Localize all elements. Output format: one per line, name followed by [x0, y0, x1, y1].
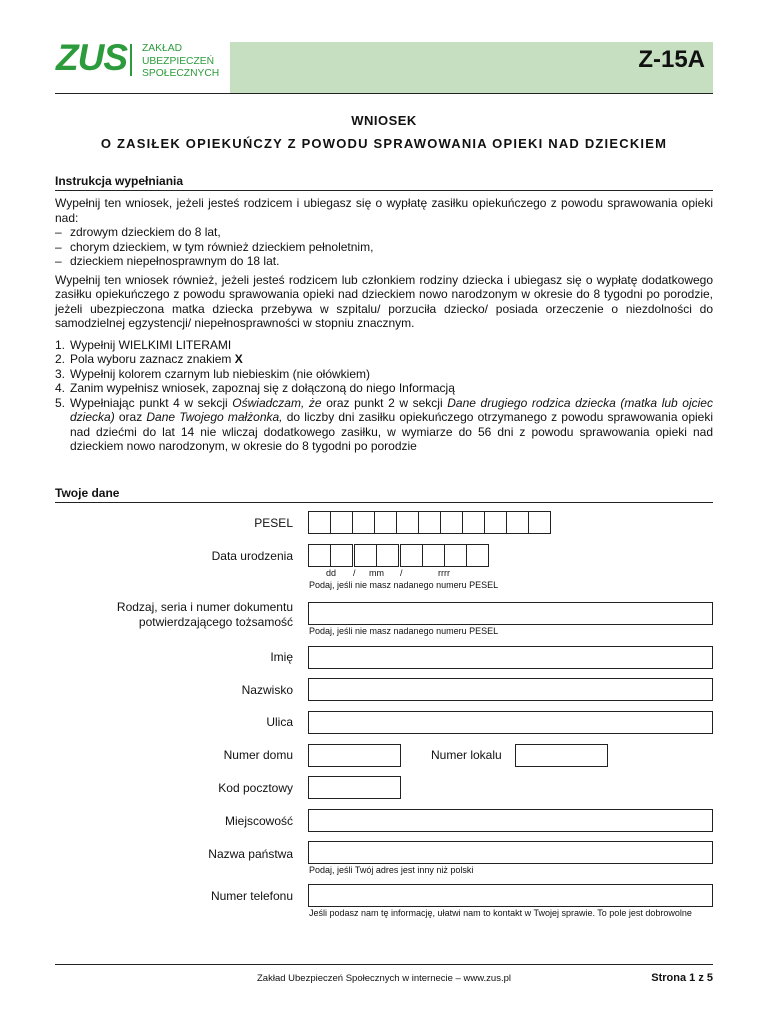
logo-line-2: UBEZPIECZEŃ	[142, 55, 215, 67]
phone-label: Numer telefonu	[210, 889, 293, 903]
dob-cell[interactable]	[444, 544, 467, 567]
country-hint: Podaj, jeśli Twój adres jest inny niż polski	[309, 865, 474, 875]
postal-code-label: Kod pocztowy	[218, 781, 293, 795]
country-input[interactable]	[308, 841, 713, 864]
step-text-italic: Oświadczam, że	[232, 395, 322, 410]
care-list	[55, 225, 713, 269]
step-text: Wypełnij WIELKIMI LITERAMI	[70, 337, 232, 352]
id-document-label-line1: Rodzaj, seria i numer dokumentu	[116, 600, 293, 614]
pesel-cell[interactable]	[440, 511, 463, 534]
list-item	[55, 352, 713, 367]
flat-number-input[interactable]	[515, 744, 608, 767]
step-text-italic: Dane drugiego rodzica dziecka (matka lub ojciec dziecka)	[70, 395, 713, 424]
street-label: Ulica	[266, 715, 293, 729]
pesel-cell[interactable]	[330, 511, 353, 534]
dob-cell[interactable]	[466, 544, 489, 567]
pesel-cell[interactable]	[528, 511, 551, 534]
step-text-part: oraz	[114, 410, 147, 424]
flat-number-label: Numer lokalu	[431, 748, 502, 762]
dob-input[interactable]	[308, 544, 488, 567]
dob-cell[interactable]	[330, 544, 353, 567]
instructions-body	[55, 196, 713, 454]
pesel-label: PESEL	[254, 516, 293, 530]
city-label: Miejscowość	[224, 814, 293, 828]
list-item	[55, 381, 713, 396]
phone-input[interactable]	[308, 884, 713, 907]
pesel-cell[interactable]	[374, 511, 397, 534]
id-document-hint: Podaj, jeśli nie masz nadanego numeru PESEL	[309, 626, 499, 636]
dob-format-rrrr: rrrr	[438, 568, 450, 578]
page-subtitle: O ZASIŁEK OPIEKUŃCZY Z POWODU SPRAWOWANIA OPIEKI NAD DZIECKIEM	[100, 136, 668, 151]
logo-line-3: SPOŁECZNYCH	[142, 68, 220, 79]
list-item: – dzieckiem niepełnosprawnym do 18 lat.	[55, 254, 713, 269]
page-title: WNIOSEK	[351, 113, 417, 128]
step-number: 5.	[55, 395, 66, 410]
header-divider	[55, 93, 713, 94]
pesel-cell[interactable]	[462, 511, 485, 534]
list-item: – chorym dzieckiem, w tym również dzieckiem pełnoletnim,	[55, 240, 713, 255]
step-text-italic: Dane Twojego małżonka,	[146, 410, 283, 424]
first-name-input[interactable]	[308, 646, 713, 669]
id-document-label-line2: potwierdzającego tożsamość	[138, 615, 293, 629]
zus-logo: ZUS	[56, 37, 127, 78]
pesel-cell[interactable]	[308, 511, 331, 534]
dob-format-mm: mm	[369, 568, 384, 578]
dob-format-sep: /	[353, 568, 356, 578]
step-number: 2.	[55, 352, 66, 366]
footer-divider	[55, 964, 713, 965]
id-document-input[interactable]	[308, 602, 713, 625]
dob-label: Data urodzenia	[211, 549, 293, 563]
pesel-cell[interactable]	[418, 511, 441, 534]
instructions-heading: Instrukcja wypełniania	[55, 174, 713, 191]
steps-list	[55, 338, 713, 454]
instructions-additional: Wypełnij ten wniosek również, jeżeli jesteś rodzicem lub członkiem rodziny dziecka i ubiegasz się o wypłatę dodatkowego zasiłku opiekuńczego z powodu sprawowania opieki nad dzieckiem nowo narodzonym w okresie do 8 tygodni po porodzie, jeżeli ubezpieczona matka dziecka przebywa w szpitalu/ porzuciła dziecko/ posiada orzeczenie o niezdolności do samodzielnej egzystencji/ niepełnosprawności w stopniu znacznym.	[55, 272, 713, 330]
step-number: 1.	[55, 337, 66, 352]
instructions-intro: Wypełnij ten wniosek, jeżeli jesteś rodzicem i ubiegasz się o wypłatę zasiłku opiekuńczego z powodu sprawowania opieki nad:	[55, 196, 713, 225]
step-number: 3.	[55, 366, 66, 381]
step-text: Zanim wypełnisz wniosek, zapoznaj się z dołączoną do niego Informacją	[70, 381, 455, 395]
x-mark: X	[234, 352, 243, 366]
page-number: Strona 1 z 5	[651, 972, 713, 984]
pesel-cell[interactable]	[484, 511, 507, 534]
logo-text	[142, 43, 219, 81]
dob-format-dd: dd	[326, 568, 337, 578]
pesel-cell[interactable]	[352, 511, 375, 534]
step-text: Wypełnij kolorem czarnym lub niebieskim (nie ołówkiem)	[70, 366, 370, 381]
pesel-cell[interactable]	[506, 511, 529, 534]
dob-format-sep: /	[400, 568, 403, 578]
city-input[interactable]	[308, 809, 713, 832]
last-name-input[interactable]	[308, 678, 713, 701]
step-text-part: oraz punkt 2 w sekcji	[321, 395, 448, 410]
phone-hint: Jeśli podasz nam tę informację, ułatwi nam to kontakt w Twojej sprawie. To pole jest dobrowolne	[309, 908, 692, 918]
list-item	[55, 367, 713, 382]
step-number: 4.	[55, 381, 66, 395]
dob-cell[interactable]	[422, 544, 445, 567]
last-name-label: Nazwisko	[241, 683, 293, 697]
footer-text: Zakład Ubezpieczeń Społecznych w internecie – www.zus.pl	[257, 973, 511, 984]
pesel-cell[interactable]	[396, 511, 419, 534]
street-input[interactable]	[308, 711, 713, 734]
step-text-part: Wypełniając punkt 4 w sekcji	[70, 395, 233, 410]
country-label: Nazwa państwa	[208, 847, 293, 861]
house-number-input[interactable]	[308, 744, 401, 767]
dob-cell[interactable]	[354, 544, 377, 567]
dob-cell[interactable]	[376, 544, 399, 567]
pesel-input[interactable]	[308, 511, 550, 534]
form-code: Z-15A	[638, 46, 705, 73]
logo-line-1: ZAKŁAD	[142, 43, 183, 54]
house-number-label: Numer domu	[223, 748, 293, 762]
list-item	[55, 396, 713, 454]
logo-separator	[130, 44, 132, 76]
list-item: – zdrowym dzieckiem do 8 lat,	[55, 225, 713, 240]
dob-cell[interactable]	[400, 544, 423, 567]
step-text: Pola wyboru zaznacz znakiem	[70, 352, 232, 366]
dob-hint: Podaj, jeśli nie masz nadanego numeru PESEL	[309, 580, 499, 590]
dob-cell[interactable]	[308, 544, 331, 567]
id-document-label	[117, 600, 293, 630]
postal-code-input[interactable]	[308, 776, 401, 799]
list-item	[55, 338, 713, 353]
first-name-label: Imię	[270, 650, 293, 664]
step-text-part: do liczby dni zasiłku opiekuńczego otrzymanego z powodu sprawowania opieki nad dziećmi do lat 14 nie wliczaj dodatkowego zasiłku, w wymiarze do 56 dni z powodu sprawowania opieki nad dzieckiem nowo narodzonym, w okresie do 8 tygodni po porodzie	[70, 410, 714, 453]
your-data-heading: Twoje dane	[55, 486, 713, 503]
